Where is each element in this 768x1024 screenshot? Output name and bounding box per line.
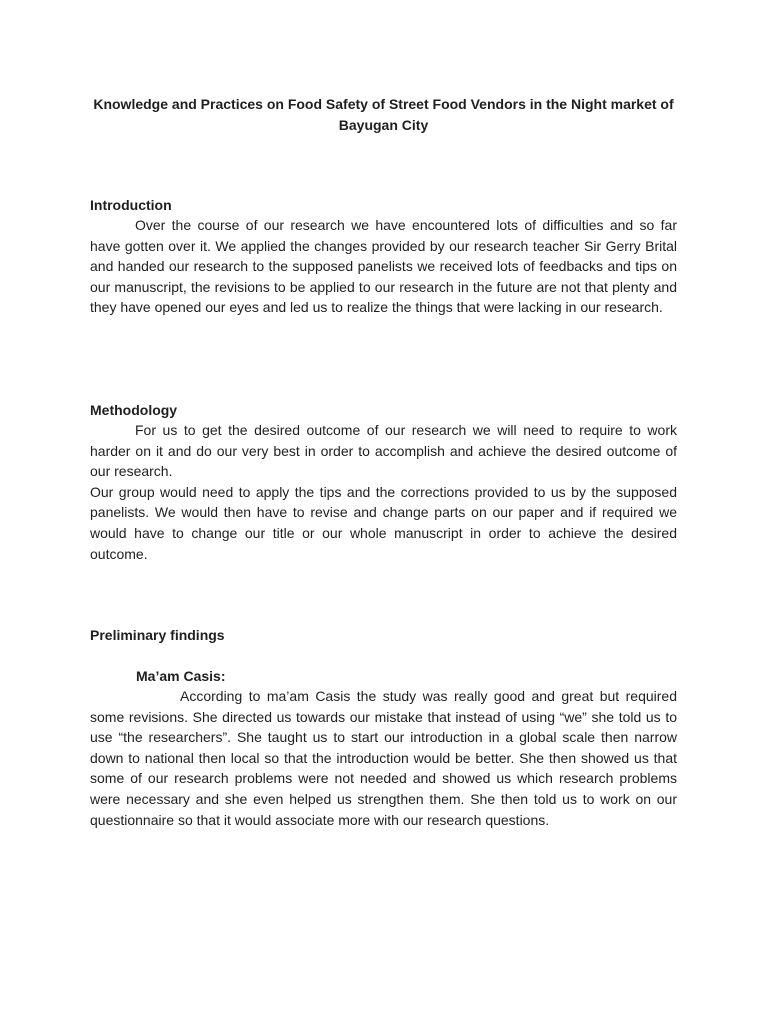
document-title: Knowledge and Practices on Food Safety of Street Food Vendors in the Night market of Bayugan City (93, 96, 674, 133)
methodology-paragraph-2: Our group would need to apply the tips and the corrections provided to us by the supposed panelists. We would then have to revise and change parts on our paper and if required we would have to change our title or our whole manuscript in order to achieve the desired outcome. (90, 483, 677, 562)
preliminary-findings-heading: Preliminary findings (90, 627, 225, 643)
methodology-paragraph-1: For us to get the desired outcome of our research we will need to require to work harder on it and do our very best in order to accomplish and achieve the desired outcome of our research. (90, 422, 677, 480)
introduction-heading: Introduction (90, 197, 172, 213)
maam-casis-subheading: Ma’am Casis: (136, 668, 226, 684)
preliminary-findings-body (90, 686, 677, 830)
introduction-paragraph: Over the course of our research we have encountered lots of difficulties and so far have gotten over it. We applied the changes provided by our research teacher Sir Gerry Brital and handed our research to the supposed panelists we received lots of feedbacks and tips on our manuscript, the revisions to be applied to our research in the future are not that plenty and they have opened our eyes and led us to realize the things that were lacking in our research. (90, 217, 677, 316)
introduction-body (90, 215, 677, 318)
maam-casis-paragraph: According to ma’am Casis the study was really good and great but required some revisions. She directed us towards our mistake that instead of using “we” she told us to use “the researchers”. She taught us to start our introduction in a global scale then narrow down to national then local so that the introduction would be better. She then showed us that some of our research problems were not needed and showed us which research problems were necessary and she even helped us strengthen them. She then told us to work on our questionnaire so that it would associate more with our research questions. (90, 688, 677, 828)
methodology-body (90, 420, 677, 564)
methodology-heading: Methodology (90, 402, 178, 418)
